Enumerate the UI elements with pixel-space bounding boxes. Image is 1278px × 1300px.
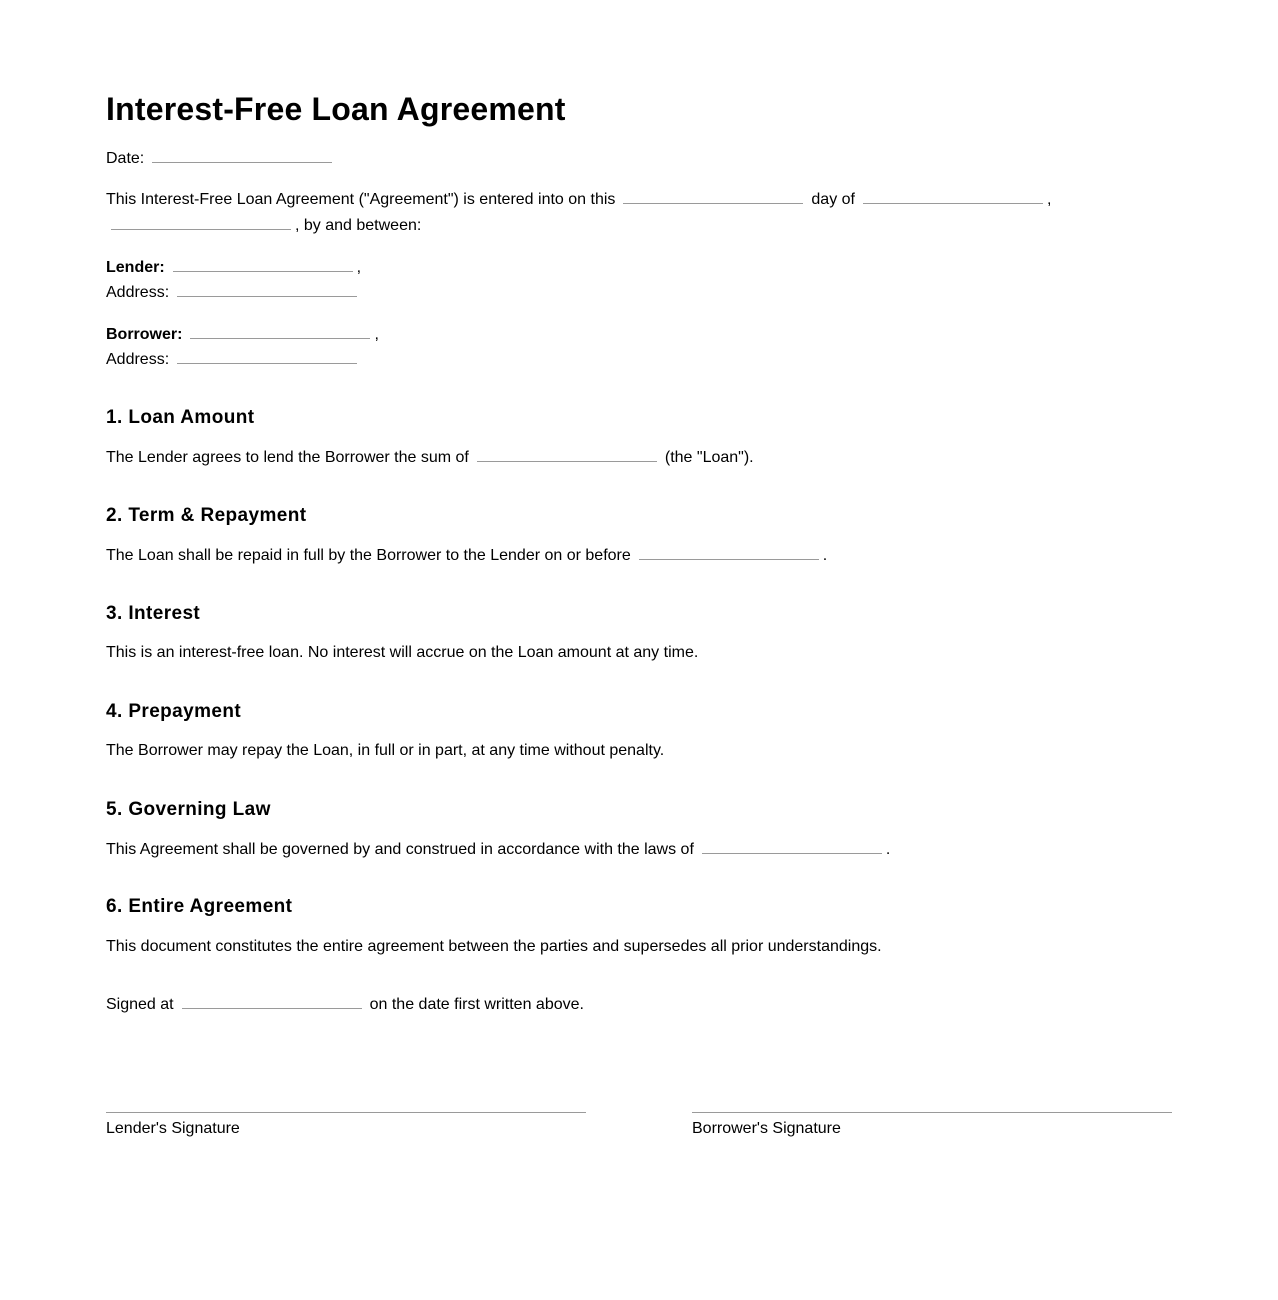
loan-amount-blank[interactable]: [477, 447, 657, 462]
intro-line-1: [106, 189, 1051, 210]
governing-law-blank[interactable]: [702, 839, 882, 854]
lender-address-blank[interactable]: [177, 282, 357, 297]
day-blank[interactable]: [623, 189, 803, 204]
repayment-text: The Loan shall be repaid in full by the Borrower to the Lender on or before: [106, 547, 631, 564]
lender-address-line: [106, 282, 365, 303]
lender-label: Lender:: [106, 259, 165, 276]
section-text-entire-agreement: This document constitutes the entire agreement between the parties and supersedes all prior understandings.: [106, 938, 882, 955]
lender-signature-label: Lender's Signature: [106, 1120, 240, 1137]
borrower-comma: ,: [374, 326, 379, 343]
borrower-signature-label: Borrower's Signature: [692, 1120, 841, 1137]
borrower-name-blank[interactable]: [190, 324, 370, 339]
governing-law-period: .: [885, 841, 891, 858]
intro-line-2: [103, 215, 421, 236]
repayment-date-blank[interactable]: [639, 545, 819, 560]
loan-amount-suffix: (the "Loan").: [664, 449, 754, 466]
lender-line: [106, 257, 361, 278]
section-heading-interest: 3. Interest: [106, 603, 201, 624]
borrower-address-line: [106, 349, 365, 370]
borrower-address-label: Address:: [106, 351, 170, 368]
loan-amount-text: The Lender agrees to lend the Borrower the sum of: [106, 449, 469, 466]
document-title: Interest-Free Loan Agreement: [106, 91, 566, 127]
lender-name-blank[interactable]: [173, 257, 353, 272]
year-blank[interactable]: [111, 215, 291, 230]
section-text-loan-amount: [106, 447, 754, 468]
signed-at-blank[interactable]: [182, 994, 362, 1009]
section-heading-entire-agreement: 6. Entire Agreement: [106, 896, 293, 917]
date-label: Date:: [106, 150, 145, 167]
section-text-prepayment: The Borrower may repay the Loan, in full or in part, at any time without penalty.: [106, 742, 665, 759]
lender-signature-line[interactable]: [106, 1112, 586, 1113]
signed-at-line: [106, 994, 584, 1015]
intro-text-1: This Interest-Free Loan Agreement ("Agreement") is entered into on this: [106, 191, 616, 208]
section-heading-governing-law: 5. Governing Law: [106, 799, 271, 820]
borrower-line: [106, 324, 379, 345]
section-heading-prepayment: 4. Prepayment: [106, 701, 242, 722]
section-heading-term-repayment: 2. Term & Repayment: [106, 505, 307, 526]
borrower-label: Borrower:: [106, 326, 183, 343]
borrower-address-blank[interactable]: [177, 349, 357, 364]
repayment-period: .: [822, 547, 828, 564]
intro-text-2: day of: [811, 191, 855, 208]
section-heading-loan-amount: 1. Loan Amount: [106, 407, 255, 428]
lender-signature-block: [106, 1112, 586, 1139]
month-blank[interactable]: [863, 189, 1043, 204]
signed-at-text: Signed at: [106, 996, 174, 1013]
intro-comma: ,: [1046, 191, 1052, 208]
borrower-signature-block: [692, 1112, 1172, 1139]
lender-address-label: Address:: [106, 284, 170, 301]
borrower-signature-line[interactable]: [692, 1112, 1172, 1113]
date-line: [106, 148, 340, 169]
section-text-interest: This is an interest-free loan. No interest will accrue on the Loan amount at any time.: [106, 644, 699, 661]
date-blank[interactable]: [152, 148, 332, 163]
section-text-term-repayment: [106, 545, 827, 566]
governing-law-text: This Agreement shall be governed by and construed in accordance with the laws of: [106, 841, 694, 858]
intro-text-3: , by and between:: [295, 217, 422, 234]
signed-at-suffix: on the date first written above.: [369, 996, 584, 1013]
lender-comma: ,: [356, 259, 362, 276]
section-text-governing-law: [106, 839, 890, 860]
